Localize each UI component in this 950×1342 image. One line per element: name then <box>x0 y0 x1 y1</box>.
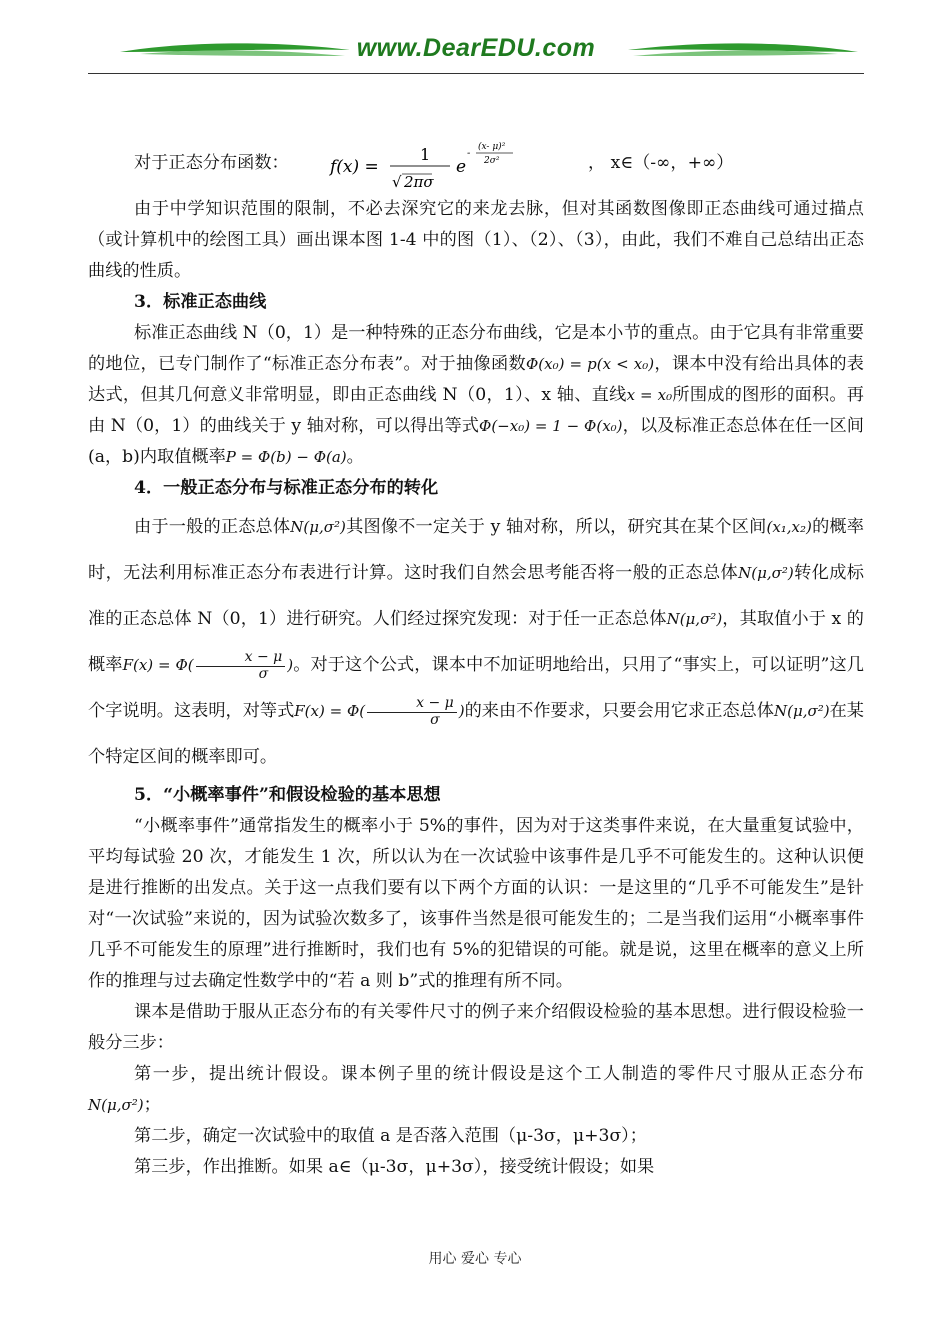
text-run: 。 <box>346 447 364 467</box>
text-run: 在某个特定区间的概率即可。 <box>88 701 864 767</box>
text-run: 。对于这个公式，课本中不加证明地给出，只用了“事实上，可以证明”这几个字说明。这表明，对等式 <box>88 655 864 721</box>
paragraph-step-two: 第二步，确定一次试验中的取值 a 是否落入范围（μ-3σ，μ+3σ）； <box>134 1126 647 1146</box>
text-run: 由于一般的正态总体 <box>134 517 291 537</box>
fraction-numerator: x − μ <box>196 650 286 666</box>
fraction <box>196 650 286 682</box>
paragraph-step-three: 第三步，作出推断。如果 a∈（μ-3σ，μ+3σ），接受统计假设；如果 <box>134 1157 655 1177</box>
right-leaf-swoosh-icon <box>628 38 858 64</box>
page-footer: 用心 爱心 专心 <box>428 1251 522 1267</box>
formula-part: ) <box>458 702 465 720</box>
svg-text:2σ²: 2σ² <box>484 156 500 166</box>
svg-text:√: √ <box>392 173 402 191</box>
paragraph-standard-normal <box>88 318 864 473</box>
formula-label: 对于正态分布函数： <box>134 153 289 173</box>
text-run: ，其取值小于 x 的概率 <box>88 609 864 675</box>
fraction <box>367 696 457 728</box>
normal-population-formula: N(μ,σ²) <box>666 610 723 628</box>
normal-density-formula-line <box>88 132 864 194</box>
paragraph-transformation <box>88 504 864 780</box>
text-run: 标准正态曲线 N（0，1）是一种特殊的正态分布曲线，它是本小节的重点。由于它具有非常重要的地位，已专门制作了“标准正态分布表”。对于抽像函数 <box>88 323 864 374</box>
paragraph-step-one <box>88 1059 864 1121</box>
normal-population-formula: N(μ,σ²) <box>290 518 346 536</box>
text-run: ； <box>143 1095 161 1115</box>
paragraph-small-probability: “小概率事件”通常指发生的概率小于 5%的事件，因为对于这类事件来说，在大量重复试验中，平均每试验 20 次，才能发生 1 次，所以认为在一次试验中该事件是几乎不可能发生的。这种认识便是进行推断的出发点。关于这一点我们要有以下两个方面的认识：一是这里的“几乎不可能发生”是针对“一次试验”来说的，因为试验次数多了，该事件当然是很可能发生的；二是当我们运用“小概率事件几乎不可能发生的原理”进行推断时，我们也有 5%的犯错误的可能。就是说，这里在概率的意义上所作的推理与过去确定性数学中的“若 a 则 b”式的推理有所不同。 <box>88 816 864 991</box>
text-run: ，课本中没有给出具体的表达式，但其几何意义非常明显，即由正态曲线 N（0，1）、x 轴、直线 <box>88 354 864 405</box>
formula-domain: ， x∈（-∞，+∞） <box>588 153 734 173</box>
fraction-denominator: σ <box>430 711 440 728</box>
svg-text:f(x) =: f(x) = <box>330 157 379 177</box>
svg-text:2πσ: 2πσ <box>404 173 434 191</box>
normal-population-formula: N(μ,σ²) <box>773 702 830 720</box>
svg-text:e: e <box>456 157 467 177</box>
line-x0-formula: x = x₀ <box>626 386 673 404</box>
text-run: 转化成标准的正态总体 N（0，1）进行研究。人们经过探究发现：对于任一正态总体 <box>88 563 864 629</box>
text-run: 其图像不一定关于 y 轴对称，所以，研究其在某个区间 <box>345 517 767 537</box>
paragraph-curve-plotting: 由于中学知识范围的限制，不必去深究它的来龙去脉，但对其函数图像即正态曲线可通过描点（或计算机中的绘图工具）画出课本图 1-4 中的图（1）、（2）、（3），由此，我们不难自己总结出正态曲线的性质。 <box>88 199 864 281</box>
heading-hypothesis-testing: 5．“小概率事件”和假设检验的基本思想 <box>134 785 441 805</box>
svg-text:(x- μ)²: (x- μ)² <box>478 142 506 152</box>
cdf-transform-formula <box>122 649 294 682</box>
text-run: 第一步，提出统计假设。课本例子里的统计假设是这个工人制造的零件尺寸服从正态分布 <box>134 1064 864 1084</box>
cdf-transform-formula-2 <box>294 695 465 728</box>
text-run: ，以及标准正态总体在任一区间(a，b)内取值概率 <box>88 416 864 467</box>
heading-transformation: 4．一般正态分布与标准正态分布的转化 <box>134 478 439 498</box>
document-body <box>88 132 864 1183</box>
header-rule <box>88 73 864 74</box>
interval-formula: (x₁,x₂) <box>766 518 812 536</box>
text-run: 的来由不作要求，只要会用它求正态总体 <box>464 701 774 721</box>
site-url: www.DearEDU.com <box>356 34 596 62</box>
formula-part: ) <box>287 656 294 674</box>
normal-density-formula <box>328 132 538 194</box>
interval-probability-formula: P = Φ(b) − Φ(a) <box>225 448 347 466</box>
text-run: 所围成的图形的面积。再由 N（0，1）的曲线关于 y 轴对称，可以得出等式 <box>88 385 864 436</box>
text-run: 的概率时，无法利用标准正态分布表进行计算。这时我们自然会思考能否将一般的正态总体 <box>88 517 864 583</box>
normal-population-formula: N(μ,σ²) <box>88 1096 144 1114</box>
symmetry-formula: Φ(−x₀) = 1 − Φ(x₀) <box>479 417 623 435</box>
paragraph-test-intro: 课本是借助于服从正态分布的有关零件尺寸的例子来介绍假设检验的基本思想。进行假设检验一般分三步： <box>88 1002 864 1053</box>
fraction-numerator: x − μ <box>367 696 457 712</box>
formula-part: F(x) = Φ( <box>122 656 194 674</box>
fraction-denominator: σ <box>258 665 269 682</box>
phi-definition-formula: Φ(x₀) = p(x < x₀) <box>525 355 655 373</box>
page-header <box>88 30 864 74</box>
svg-text:1: 1 <box>420 145 431 164</box>
normal-population-formula: N(μ,σ²) <box>738 564 794 582</box>
svg-text:-: - <box>467 148 471 159</box>
heading-standard-normal: 3．标准正态曲线 <box>134 292 267 312</box>
formula-part: F(x) = Φ( <box>294 702 366 720</box>
